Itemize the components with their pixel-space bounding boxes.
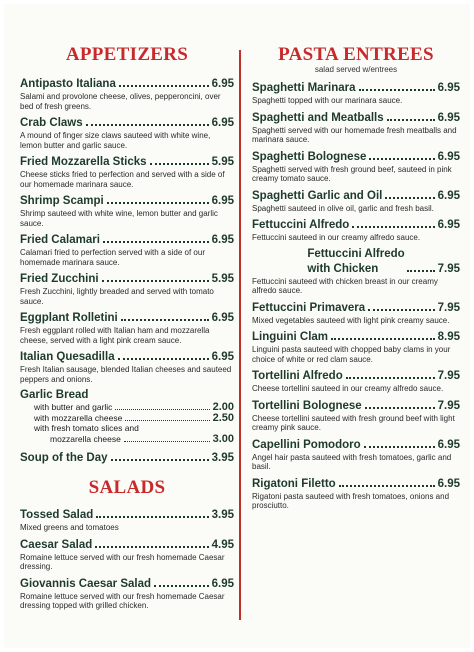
menu-item (20, 154, 234, 189)
menu-item (20, 576, 234, 611)
menu-item (252, 110, 460, 145)
pasta-list-2 (252, 300, 460, 511)
option-label: mozzarella cheese (50, 433, 121, 444)
garlic-option (20, 423, 234, 434)
menu-item (20, 537, 234, 572)
menu-item-name: Garlic Bread (20, 389, 89, 401)
menu-item-description: Fresh Italian sausage, blended Italian cheeses and sauteed peppers and onions. (20, 365, 232, 384)
menu-item (252, 149, 460, 184)
menu-item-price: 6.95 (211, 234, 234, 246)
menu-item-name: Caesar Salad (20, 538, 93, 551)
appetizer-list (20, 76, 234, 384)
menu-item (252, 217, 460, 243)
menu-item-description: Linguini pasta sauteed with chopped baby clams in your choice of white or red clam sauce. (252, 345, 451, 364)
menu-item-description: Cheese tortellini sauteed with fresh ground beef with light creamy pink sauce. (252, 413, 455, 432)
menu-item-name: Tortellini Alfredo (252, 370, 343, 382)
menu-item-price: 6.95 (211, 351, 234, 363)
menu-item-description: Mixed greens and tomatoes (20, 523, 119, 532)
menu-item-name: Eggplant Rolletini (20, 312, 118, 324)
menu-item-name: Soup of the Day (20, 452, 108, 464)
menu-item (252, 368, 460, 394)
menu-item-description: Spaghetti topped with our marinara sauce. (252, 96, 403, 105)
menu-item-name: Fried Calamari (20, 234, 100, 246)
menu-item-price: 6.95 (437, 189, 460, 202)
menu-item-price: 6.95 (437, 477, 460, 490)
menu-item-name: Italian Quesadilla (20, 351, 115, 363)
salads-title: SALADS (88, 477, 166, 498)
menu-item-price: 3.95 (211, 452, 234, 464)
menu-item (252, 300, 460, 326)
pasta-title: PASTA ENTREES (278, 44, 434, 65)
menu-item-price: 4.95 (211, 538, 234, 551)
menu-item-name: Fried Mozzarella Sticks (20, 156, 147, 168)
right-column (252, 44, 460, 511)
pasta-list (252, 80, 460, 243)
menu-item-description: Rigatoni pasta sauteed with fresh tomatoes, onions and prosciutto. (252, 491, 450, 510)
menu-item-price: 6.95 (211, 117, 234, 129)
menu-item (252, 80, 460, 106)
menu-item-name: Fettuccini Primavera (252, 301, 366, 314)
menu-item-price: 7.95 (437, 301, 460, 314)
menu-item-price: 6.95 (437, 438, 460, 451)
menu-item-price: 7.95 (437, 399, 460, 412)
option-label: with fresh tomato slices and (34, 423, 139, 433)
menu-item-description: Fettuccini sauteed with chicken breast in our creamy alfredo sauce. (252, 276, 438, 295)
menu-item-name: Spaghetti and Meatballs (252, 111, 384, 124)
menu-item-name: Crab Claws (20, 117, 83, 129)
menu-item-price: 5.95 (211, 273, 234, 285)
menu-item-price: 8.95 (437, 331, 460, 343)
menu-item (20, 115, 234, 150)
menu-item (252, 476, 460, 511)
menu-item-description: Fresh eggplant rolled with Italian ham and mozzarella cheese, served with a light pink cream sauce. (20, 326, 210, 345)
garlic-option (20, 402, 234, 413)
menu-item-price: 6.95 (211, 195, 234, 207)
salad-list (20, 507, 234, 611)
option-price: 3.00 (212, 432, 234, 445)
menu-item-price: 7.95 (437, 262, 460, 275)
menu-item-name: Fettuccini Alfredo (252, 219, 350, 231)
menu-item (20, 507, 234, 533)
menu-item (20, 232, 234, 267)
menu-item-price: 6.95 (437, 219, 460, 231)
menu-item-description: Romaine lettuce served with our fresh homemade Caesar dressing topped with grilled chicken. (20, 591, 225, 610)
menu-item-name: Rigatoni Filetto (252, 477, 336, 490)
menu-item-name-line2: with Chicken (307, 262, 379, 275)
garlic-option (20, 413, 234, 424)
appetizers-title: APPETIZERS (65, 44, 189, 65)
menu-item-description: Shrimp sauteed with white wine, lemon butter and garlic sauce. (20, 209, 218, 228)
menu-item-name: Fettuccini Alfredo (307, 247, 405, 260)
menu-item (20, 310, 234, 345)
menu-item-description: Salami and provolone cheese, olives, pepperoncini, over bed of fresh greens. (20, 92, 221, 111)
garlic-bread-item (20, 388, 234, 444)
menu-item-name: Linguini Clam (252, 331, 329, 343)
menu-item-description: Cheese sticks fried to perfection and served with a side of our homemade marinara sauce. (20, 170, 225, 189)
menu-item-description: A mound of finger size claws sauteed with white wine, lemon butter and garlic sauce. (20, 131, 211, 150)
menu-item-description: Spaghetti sauteed in olive oil, garlic and fresh basil. (252, 203, 434, 213)
menu-item (20, 76, 234, 111)
menu-item-description: Fresh Zucchini, lightly breaded and served with tomato sauce. (20, 287, 214, 306)
menu-item-name: Capellini Pomodoro (252, 438, 361, 451)
option-label: with mozzarella cheese (34, 412, 123, 423)
menu-item-name: Fried Zucchini (20, 273, 99, 285)
menu-item-price: 6.95 (437, 82, 460, 94)
menu-item-description: Spaghetti served with our homemade fresh meatballs and marinara sauce. (252, 125, 457, 144)
menu-item (20, 349, 234, 384)
menu-item (252, 437, 460, 472)
left-column (20, 44, 234, 611)
menu-item (252, 188, 460, 214)
option-label: with butter and garlic (34, 402, 113, 412)
menu-item-description: Mixed vegetables sauteed with light pink creamy sauce. (252, 315, 450, 325)
menu-item-price: 6.95 (211, 312, 234, 324)
menu-item-name: Tortellini Bolognese (252, 399, 362, 412)
soup-item (20, 450, 234, 465)
menu-item-description: Cheese tortellini sauteed in our creamy alfredo sauce. (252, 384, 444, 393)
menu-item (20, 193, 234, 228)
garlic-option (20, 434, 234, 445)
pasta-subtitle: salad served w/entrees (314, 65, 398, 74)
column-divider (239, 50, 241, 620)
menu-item-price: 5.95 (211, 156, 234, 168)
menu-item (252, 247, 460, 296)
menu-item-name: Spaghetti Garlic and Oil (252, 189, 383, 202)
option-price: 2.00 (212, 401, 234, 413)
menu-item-description: Romaine lettuce served with our fresh homemade Caesar dressing. (20, 552, 225, 571)
menu-item (252, 329, 460, 364)
menu-item-description: Angel hair pasta sauteed with fresh tomatoes, garlic and basil. (252, 452, 452, 471)
menu-item-description: Spaghetti served with fresh ground beef, sauteed in pink creamy tomato sauce. (252, 164, 452, 183)
menu-item-price: 7.95 (437, 370, 460, 382)
menu-item-name: Spaghetti Bolognese (252, 150, 367, 163)
menu-page (4, 4, 470, 648)
menu-item-name: Tossed Salad (20, 509, 94, 521)
menu-item-name: Giovannis Caesar Salad (20, 577, 152, 590)
option-price: 2.50 (212, 411, 234, 424)
menu-item-price: 6.95 (437, 150, 460, 163)
menu-item-description: Fettuccini sauteed in our creamy alfredo sauce. (252, 233, 421, 242)
menu-item (252, 398, 460, 433)
menu-item-price: 6.95 (211, 577, 234, 590)
menu-item-name: Spaghetti Marinara (252, 82, 356, 94)
menu-item-description: Calamari fried to perfection served with a side of our homemade marinara sauce. (20, 248, 205, 267)
menu-item-price: 3.95 (211, 509, 234, 521)
menu-item (20, 271, 234, 306)
menu-item-name: Antipasto Italiana (20, 78, 116, 90)
menu-item-name: Shrimp Scampi (20, 195, 104, 207)
menu-item-price: 6.95 (211, 78, 234, 90)
menu-item-price: 6.95 (437, 111, 460, 124)
